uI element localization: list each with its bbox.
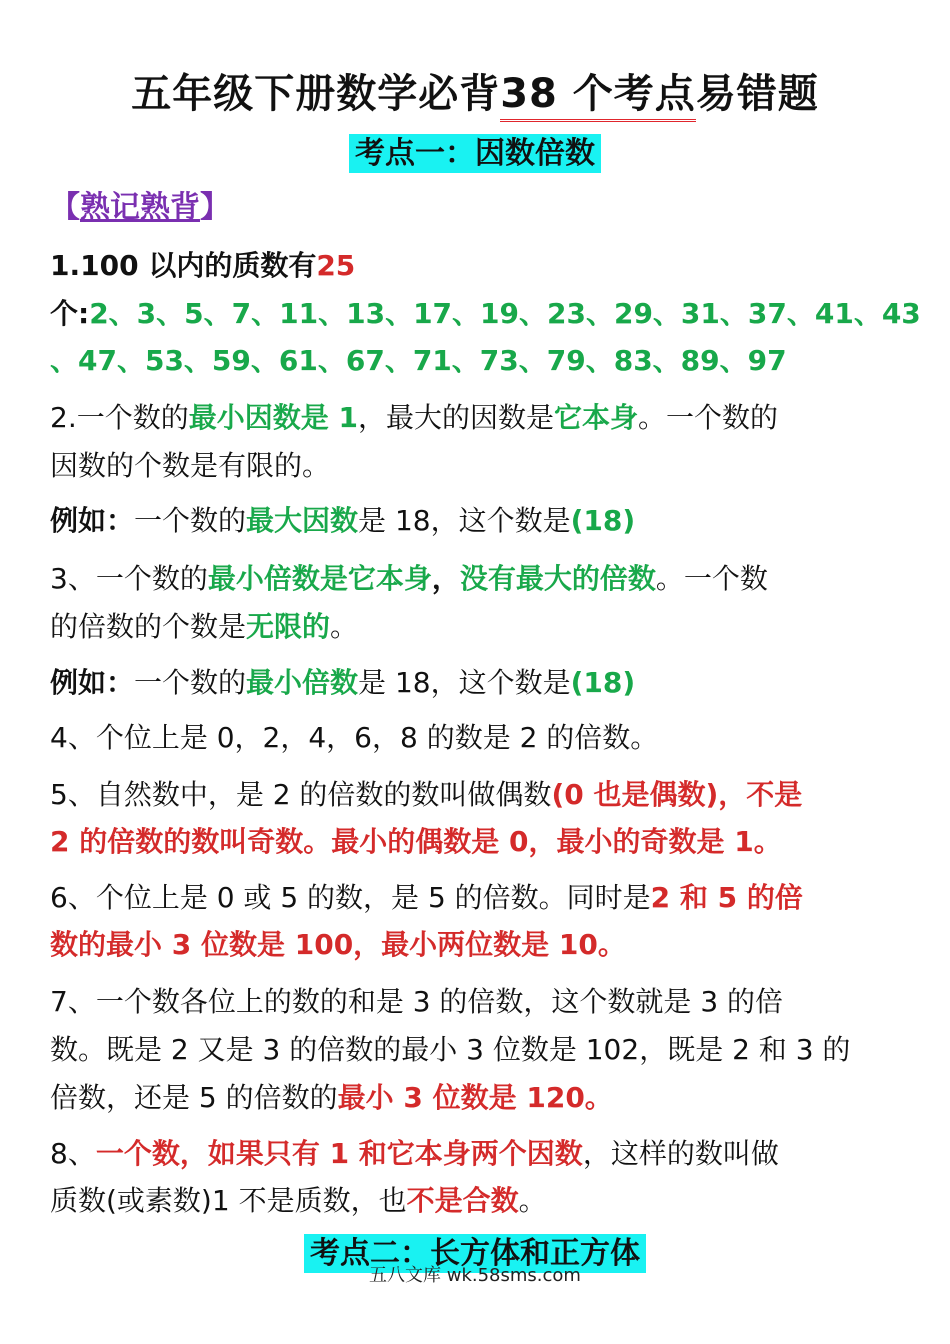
item-2-line-2: 因数的个数是有限的。 bbox=[50, 449, 331, 482]
section-heading-2-text: 考点二：长方体和正方体 bbox=[304, 1234, 646, 1273]
item-5-a: 5、自然数中，是 2 的倍数的数叫做偶数 bbox=[50, 778, 552, 811]
item-1-line-1 bbox=[50, 242, 910, 289]
item-8-e: 不是合数 bbox=[406, 1184, 519, 1217]
memo-label bbox=[50, 186, 230, 230]
item-3-g: 无限的 bbox=[246, 610, 331, 643]
footer-watermark: 五八文库 wk.58sms.com bbox=[369, 1265, 581, 1286]
item-3-h: 。 bbox=[330, 610, 359, 643]
item-3-b: 最小倍数是它本身 bbox=[207, 562, 432, 595]
example-1-answer: (18) bbox=[570, 504, 636, 537]
example-1-b: 一个数的 bbox=[134, 504, 247, 537]
item-4: 4、个位上是 0，2，4，6，8 的数是 2 的倍数。 bbox=[50, 721, 659, 754]
section-heading-1-text: 考点一：因数倍数 bbox=[349, 134, 601, 173]
item-8-line-1 bbox=[50, 1130, 910, 1177]
item-6-b: 2 和 5 的倍 bbox=[650, 881, 803, 914]
example-2-label: 例如： bbox=[50, 666, 135, 699]
item-7-b: 最小 3 位数是 120。 bbox=[337, 1081, 613, 1114]
item-2-b: 最小因数是 1 bbox=[188, 401, 358, 434]
item-3-line-1 bbox=[50, 555, 910, 602]
example-2-c: 最小倍数 bbox=[246, 666, 359, 699]
item-8-line-2 bbox=[50, 1177, 910, 1224]
item-6-line-1 bbox=[50, 874, 910, 921]
item-8-b: 一个数，如果只有 1 和它本身两个因数 bbox=[95, 1137, 583, 1170]
example-2-b: 一个数的 bbox=[134, 666, 247, 699]
item-3-line-2 bbox=[50, 603, 910, 650]
item-8-f: 。 bbox=[518, 1184, 547, 1217]
item-1-count: 25 bbox=[316, 249, 356, 282]
example-1 bbox=[50, 497, 910, 544]
section-heading-1 bbox=[0, 128, 950, 172]
memo-open: 【 bbox=[50, 190, 80, 225]
item-7-line-1: 7、一个数各位上的数的和是 3 的倍数，这个数就是 3 的倍 bbox=[50, 985, 784, 1018]
title-post: 易错题 bbox=[695, 71, 819, 117]
item-6-a: 6、个位上是 0 或 5 的数，是 5 的倍数。同时是 bbox=[50, 881, 651, 914]
example-1-label: 例如： bbox=[50, 504, 135, 537]
item-2-c: ，最大的因数是 bbox=[357, 401, 554, 434]
example-1-c: 最大因数 bbox=[246, 504, 359, 537]
example-2-d: 是 18，这个数是 bbox=[358, 666, 571, 699]
item-7-a: 倍数，还是 5 的倍数的 bbox=[50, 1081, 338, 1114]
item-2-a: 2.一个数的 bbox=[50, 401, 189, 434]
item-8-d: 质数(或素数)1 不是质数，也 bbox=[50, 1184, 407, 1217]
item-5-line-2: 2 的倍数的数叫奇数。最小的偶数是 0，最小的奇数是 1。 bbox=[50, 825, 782, 858]
item-3-c: ， bbox=[431, 562, 460, 595]
item-3-d: 没有最大的倍数 bbox=[459, 562, 656, 595]
title-underlined: 38 个考点 bbox=[500, 71, 696, 122]
title-pre: 五年级下册数学必背 bbox=[131, 71, 501, 117]
example-1-d: 是 18，这个数是 bbox=[358, 504, 571, 537]
memo-text: 熟记熟背 bbox=[80, 190, 200, 225]
item-2-e: 。一个数的 bbox=[637, 401, 778, 434]
example-2 bbox=[50, 659, 910, 706]
item-7-line-3 bbox=[50, 1074, 910, 1121]
memo-close: 】 bbox=[200, 190, 230, 225]
item-8-a: 8、 bbox=[50, 1137, 96, 1170]
page-title bbox=[0, 66, 950, 122]
item-1-unit: 个: bbox=[50, 297, 90, 330]
item-6-line-2: 数的最小 3 位数是 100，最小两位数是 10。 bbox=[50, 928, 626, 961]
item-1-primes-a: 2、3、5、7、11、13、17、19、23、29、31、37、41、43 bbox=[89, 297, 921, 330]
item-3-e: 。一个数 bbox=[655, 562, 768, 595]
item-5-b: (0 也是偶数)，不是 bbox=[551, 778, 803, 811]
item-1-text: 1.100 以内的质数有 bbox=[50, 249, 317, 282]
item-2-line-1 bbox=[50, 394, 910, 441]
item-2-d: 它本身 bbox=[553, 401, 638, 434]
item-1-line-3: 、47、53、59、61、67、71、73、79、83、89、97 bbox=[50, 344, 787, 377]
item-5-line-1 bbox=[50, 771, 910, 818]
item-3-a: 3、一个数的 bbox=[50, 562, 208, 595]
item-1-line-2 bbox=[50, 290, 921, 337]
item-7-line-2: 数。既是 2 又是 3 的倍数的最小 3 位数是 102，既是 2 和 3 的 bbox=[50, 1033, 851, 1066]
item-8-c: ，这样的数叫做 bbox=[582, 1137, 779, 1170]
example-2-answer: (18) bbox=[570, 666, 636, 699]
item-3-f: 的倍数的个数是 bbox=[50, 610, 247, 643]
